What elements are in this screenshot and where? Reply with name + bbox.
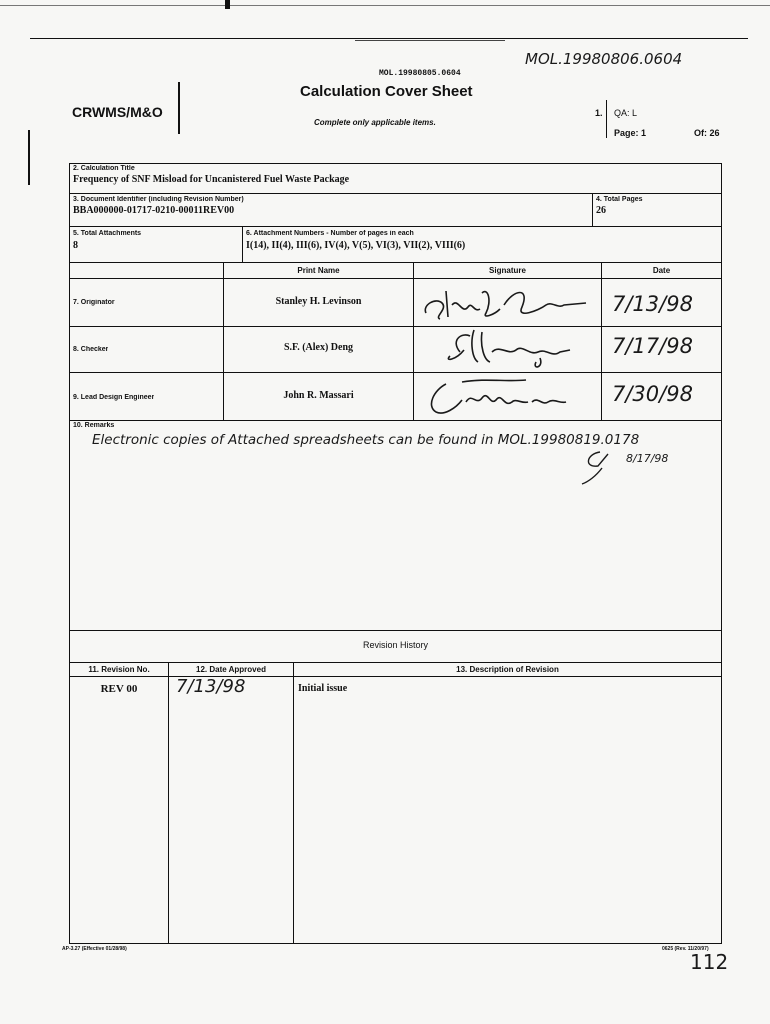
- left-scan-mark: [28, 130, 30, 185]
- page-label: Page: 1: [614, 128, 647, 138]
- checker-date: 7/17/98: [612, 334, 693, 358]
- lead-engineer-date: 7/30/98: [612, 382, 693, 406]
- total-pages-label: 4. Total Pages: [596, 196, 643, 203]
- total-attach-label: 5. Total Attachments: [73, 230, 142, 237]
- col-print-name: Print Name: [297, 266, 340, 275]
- originator-name: Stanley H. Levinson: [275, 296, 362, 307]
- checker-name: S.F. (Alex) Deng: [283, 342, 354, 353]
- lead-engineer-label: 9. Lead Design Engineer: [73, 394, 155, 401]
- footer-form-left: AP-3.27 (Effective 01/28/98): [62, 946, 127, 952]
- rev-description: Initial issue: [298, 683, 348, 694]
- form-title: Calculation Cover Sheet: [300, 83, 473, 100]
- qa-divider: [606, 100, 607, 138]
- org-name: CRWMS/M&O: [72, 104, 163, 120]
- qa-number: 1.: [595, 108, 603, 118]
- attach-numbers-value: I(14), II(4), III(6), IV(4), V(5), VI(3), VII(2), VIII(6): [246, 240, 466, 251]
- col-signature: Signature: [489, 266, 526, 275]
- col-revision-no: 11. Revision No.: [88, 665, 150, 674]
- lead-engineer-name: John R. Massari: [283, 390, 354, 401]
- qa-level: QA: L: [614, 108, 638, 118]
- calc-title-label: 2. Calculation Title: [73, 165, 135, 172]
- rev-number: REV 00: [100, 683, 138, 695]
- checker-label: 8. Checker: [73, 346, 109, 353]
- header-divider-left: [178, 82, 180, 134]
- originator-date: 7/13/98: [612, 292, 693, 316]
- remarks-initial-date: 8/17/98: [626, 452, 669, 465]
- col-date-approved: 12. Date Approved: [196, 665, 266, 674]
- remarks-text: Electronic copies of Attached spreadsheets can be found in MOL.19980819.0178: [92, 432, 640, 448]
- doc-id-value: BBA000000-01717-0210-00011REV00: [73, 205, 235, 216]
- attach-numbers-label: 6. Attachment Numbers - Number of pages in each: [246, 230, 414, 237]
- rev-date-approved: 7/13/98: [176, 676, 246, 697]
- scan-edge-line: [0, 5, 770, 6]
- form-subtitle: Complete only applicable items.: [314, 118, 436, 127]
- page-number: 112: [690, 950, 729, 974]
- col-description: 13. Description of Revision: [456, 665, 559, 674]
- mol-handwritten: MOL.19980806.0604: [525, 50, 683, 68]
- header-top-rule: [30, 38, 748, 39]
- originator-signature: [418, 283, 598, 325]
- total-attach-value: 8: [73, 240, 78, 251]
- col-date: Date: [652, 266, 671, 275]
- mol-printed: MOL.19980805.0604: [379, 69, 461, 78]
- remarks-initials: [580, 446, 626, 486]
- originator-label: 7. Originator: [73, 299, 115, 306]
- total-pages-value: 26: [596, 205, 606, 216]
- scan-artifact: [225, 0, 230, 9]
- header-stub-rule: [355, 40, 505, 41]
- footer-form-right: 0625 (Rev. 11/20/97): [662, 946, 709, 952]
- of-label: Of: 26: [694, 128, 720, 138]
- checker-signature: [420, 322, 600, 374]
- lead-engineer-signature: [416, 372, 596, 422]
- doc-id-label: 3. Document Identifier (including Revision Number): [73, 196, 244, 203]
- calc-title-value: Frequency of SNF Misload for Uncanistered Fuel Waste Package: [73, 174, 350, 185]
- revision-history-title: Revision History: [362, 640, 429, 650]
- remarks-label: 10. Remarks: [73, 422, 115, 429]
